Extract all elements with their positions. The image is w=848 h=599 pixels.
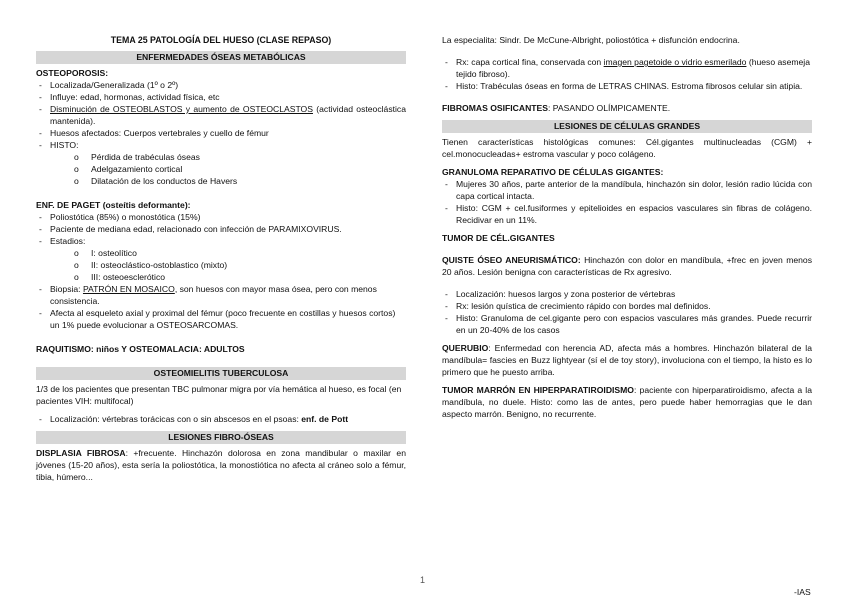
mccune-paragraph: La especialita: Sindr. De McCune-Albright, poliostótica + disfunción endocrina. xyxy=(442,35,740,45)
displasia-paragraph xyxy=(36,447,406,483)
sub-list-item: o Dilatación de los conductos de Havers xyxy=(36,175,406,187)
pott-text: enf. de Pott xyxy=(301,414,349,424)
tumor-heading: TUMOR DE CÉL.GIGANTES xyxy=(442,233,555,243)
list-item: - Localización: huesos largos y zona posterior de vértebras xyxy=(442,288,812,300)
marron-paragraph xyxy=(442,384,812,420)
list-item: - Histo: CGM + cel.fusiformes y epitelioides en espacios vasculares sin fibras de colágeno. Recidivar en un 11%. xyxy=(442,202,812,226)
tb-paragraph: 1/3 de los pacientes que presentan TBC pulmonar migra por vía hemática al hueso, es focal (en pacientes VIH: multifocal) xyxy=(36,384,402,406)
raquitismo-heading: RAQUITISMO: niños Y OSTEOMALACIA: ADULTOS xyxy=(36,344,245,354)
sub-list-item: o Adelgazamiento cortical xyxy=(36,163,406,175)
quiste-list xyxy=(442,288,812,336)
page-number: 1 xyxy=(420,575,426,585)
giant-cells-paragraph: Tienen características histológicas comunes: Cél.gigantes multinucleadas (CGM) + cel.monocucleadas+ estroma vascular y poco colágeno. xyxy=(442,137,812,159)
underlined-text: imagen pagetoide o vidrio esmerilado xyxy=(603,57,747,67)
list-item: - Huesos afectados: Cuerpos vertebrales y cuello de fémur xyxy=(36,127,406,139)
granuloma-heading: GRANULOMA REPARATIVO DE CÉLULAS GIGANTES: xyxy=(442,167,664,177)
underlined-text: PATRÓN EN MOSAICO xyxy=(82,284,175,294)
list-item: - Influye: edad, hormonas, actividad física, etc xyxy=(36,91,406,103)
right-column xyxy=(442,34,812,426)
list-item: - Localizada/Generalizada (1º o 2º) xyxy=(36,79,406,91)
rx-text-end: (hueso asemeja tejido fibroso). xyxy=(456,57,810,79)
list-item: - Histo: Trabéculas óseas en forma de LETRAS CHINAS. Estroma fibrosos celular sin atipia. xyxy=(442,80,812,92)
fibromas-heading: FIBROMAS OSIFICANTES xyxy=(442,103,548,113)
displasia-text: : +frecuente. Hinchazón dolorosa en zona mandibular o maxilar en jóvenes (15-20 años), esta sería la poliostótica, la monostiótica no afecta al cráneo solo a fémur, tibia, húmero... xyxy=(36,448,406,482)
tb-list xyxy=(36,413,406,425)
marron-heading: TUMOR MARRÓN EN HIPERPARATIROIDISMO xyxy=(442,385,634,395)
paget-heading: ENF. DE PAGET (osteítis deformante): xyxy=(36,200,191,210)
section-band-fibro: LESIONES FIBRO-ÓSEAS xyxy=(36,431,406,444)
querubio-text: : Enfermedad con herencia AD, afecta más a hombres. Hinchazón bilateral de la mandíbula= fascies en Buzz lightyear (sí el de toy story), involuciona con el tiempo, la histo es lo primero que he puesto arriba. xyxy=(442,343,812,377)
section-band-giant-cells: LESIONES DE CÉLULAS GRANDES xyxy=(442,120,812,133)
list-item: - HISTO: xyxy=(36,139,406,151)
list-item: - Poliostótica (85%) o monostótica (15%) xyxy=(36,211,406,223)
biopsy-text: , son huesos con mayor masa ósea, pero con menos consistencia. xyxy=(50,284,377,306)
displasia-heading: DISPLASIA FIBROSA xyxy=(36,448,126,458)
fibromas-paragraph xyxy=(442,102,812,114)
querubio-heading: QUERUBIO xyxy=(442,343,489,353)
quiste-text: Hinchazón con dolor en mandíbula, +frec en joven menos 20 años. Lesión benigna con características de Rx agresivo. xyxy=(442,255,812,277)
sub-list-item: o I: osteolítico xyxy=(36,247,406,259)
granuloma-list xyxy=(442,178,812,226)
list-item xyxy=(36,413,406,425)
list-item: - Paciente de mediana edad, relacionado con infección de PARAMIXOVIRUS. xyxy=(36,223,406,235)
list-item: - Afecta al esqueleto axial y proximal del fémur (poco frecuente en costillas y huesos cortos) un 1% puede evolucionar a OSTEOSARCOMAS. xyxy=(36,307,406,331)
list-item: - Estadios: xyxy=(36,235,406,247)
list-item: - Rx: lesión quística de crecimiento rápido con bordes mal definidos. xyxy=(442,300,812,312)
list-item xyxy=(36,103,406,127)
biopsy-label: Biopsia: xyxy=(50,284,83,294)
fibromas-text: : PASANDO OLÍMPICAMENTE. xyxy=(548,103,671,113)
sub-list-item: o Pérdida de trabéculas óseas xyxy=(36,151,406,163)
paget-list xyxy=(36,211,406,331)
list-item: - Histo: Granuloma de cel.gigante pero con espacios vasculares más grandes. Puede recurrir en un 20-40% de los casos xyxy=(442,312,812,336)
marron-text: : paciente con hiperparatiroidismo, afecta a la mandíbula, no duele. Histo: como las de antes, pero puede haber hemorragias que le dan aspecto marrón. Benigno, no recurrente. xyxy=(442,385,812,419)
underlined-text: Disminución de OSTEOBLASTOS y aumento de OSTEOCLASTOS xyxy=(50,104,313,114)
section-band-metabolic: ENFERMEDADES ÓSEAS METABÓLICAS xyxy=(36,51,406,64)
fibrous-list xyxy=(442,56,812,92)
list-item-text: (actividad osteoclástica mantenida). xyxy=(50,104,406,126)
list-item xyxy=(442,56,812,80)
list-item xyxy=(36,283,406,307)
tb-location-text: Localización: vértebras torácicas con o sin abscesos en el psoas: xyxy=(50,414,302,424)
quiste-heading: QUISTE ÓSEO ANEURISMÁTICO: xyxy=(442,255,581,265)
section-band-tb: OSTEOMIELITIS TUBERCULOSA xyxy=(36,367,406,380)
list-item: - Mujeres 30 años, parte anterior de la mandíbula, hinchazón sin dolor, lesión radio lúcida con capa cortical intacta. xyxy=(442,178,812,202)
sub-list-item: o II: osteoclástico-ostoblastico (mixto) xyxy=(36,259,406,271)
osteoporosis-list xyxy=(36,79,406,187)
sub-list-item: o III: osteoesclerótico xyxy=(36,271,406,283)
author-signature: -IAS xyxy=(794,587,811,597)
querubio-paragraph xyxy=(442,342,812,378)
osteoporosis-heading: OSTEOPOROSIS: xyxy=(36,68,109,78)
page-title: TEMA 25 PATOLOGÍA DEL HUESO (CLASE REPASO) xyxy=(110,35,332,45)
rx-text: Rx: capa cortical fina, conservada con xyxy=(456,57,604,67)
quiste-paragraph xyxy=(442,254,812,278)
left-column xyxy=(36,34,406,489)
